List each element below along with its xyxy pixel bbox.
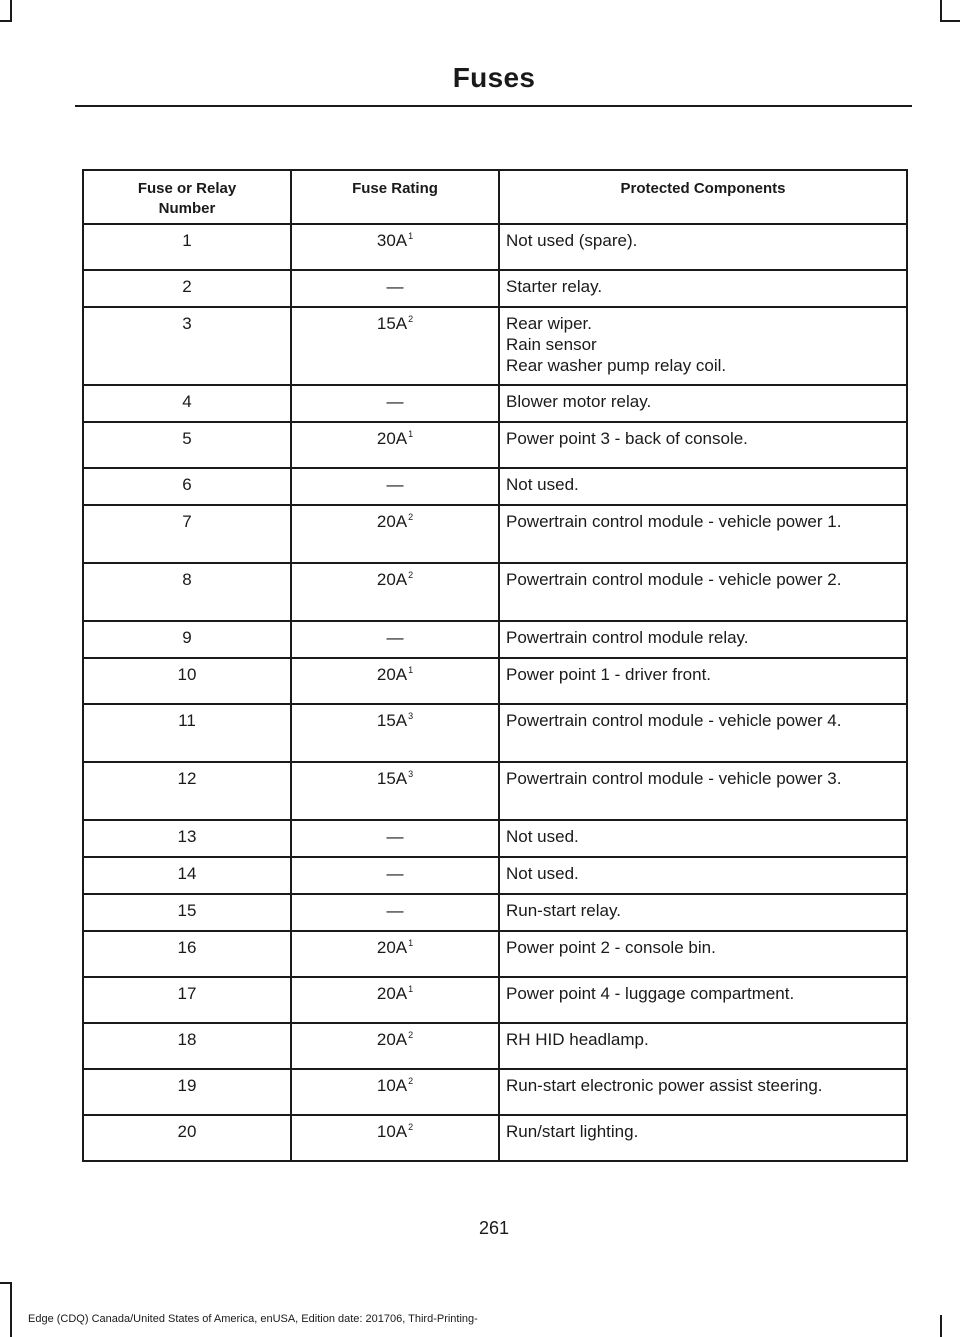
fuse-number: 20: [83, 1115, 291, 1161]
fuse-rating-value: 15A: [376, 314, 408, 333]
fuse-rating: [291, 224, 499, 270]
fuse-number: 7: [83, 505, 291, 563]
protected-components: [499, 505, 907, 563]
footnote-marker: 2: [408, 570, 414, 580]
protected-components: [499, 422, 907, 468]
crop-mark-top-left-h: [0, 20, 12, 22]
protected-components: [499, 468, 907, 505]
footnote-marker: 2: [408, 512, 414, 522]
fuse-rating-value: —: [386, 392, 404, 411]
fuse-rating-value: —: [386, 864, 404, 883]
fuse-rating-value: 20A: [376, 984, 408, 1003]
table-row: [83, 307, 907, 385]
fuse-number: 13: [83, 820, 291, 857]
component-line: Not used (spare).: [506, 231, 638, 250]
component-line: Run-start relay.: [506, 901, 621, 920]
component-line: Rain sensor: [506, 335, 597, 354]
crop-mark-top-right-h: [940, 20, 960, 22]
component-line: Run/start lighting.: [506, 1122, 639, 1141]
table-row: [83, 931, 907, 977]
fuse-number: 17: [83, 977, 291, 1023]
protected-components: [499, 563, 907, 621]
fuse-number: 8: [83, 563, 291, 621]
footnote-marker: 2: [408, 1076, 414, 1086]
table-row: [83, 820, 907, 857]
table-row: [83, 621, 907, 658]
table-row: [83, 1023, 907, 1069]
fuse-number: 4: [83, 385, 291, 422]
fuse-number: 10: [83, 658, 291, 704]
footnote-marker: 1: [408, 429, 414, 439]
protected-components: [499, 1023, 907, 1069]
protected-components: [499, 270, 907, 307]
footnote-marker: 3: [408, 769, 414, 779]
component-line: Rear wiper.: [506, 314, 592, 333]
fuse-rating-value: 20A: [376, 512, 408, 531]
component-line: Not used.: [506, 827, 579, 846]
fuse-rating: [291, 704, 499, 762]
fuse-rating: [291, 270, 499, 307]
fuse-rating-value: 15A: [376, 711, 408, 730]
footer-edition-text: Edge (CDQ) Canada/United States of America, enUSA, Edition date: 201706, Third-Printing-: [28, 1313, 478, 1325]
fuse-number: 12: [83, 762, 291, 820]
protected-components: [499, 1115, 907, 1161]
header-fuse-rating: Fuse Rating: [291, 170, 499, 224]
fuse-number: 6: [83, 468, 291, 505]
fuse-number: 11: [83, 704, 291, 762]
fuse-number: 18: [83, 1023, 291, 1069]
protected-components: [499, 704, 907, 762]
table-row: [83, 468, 907, 505]
component-line: RH HID headlamp.: [506, 1030, 649, 1049]
fuse-rating: [291, 1069, 499, 1115]
component-line: Not used.: [506, 475, 579, 494]
table-row: [83, 704, 907, 762]
table-row: [83, 505, 907, 563]
component-line: Blower motor relay.: [506, 392, 652, 411]
fuse-rating-value: 20A: [376, 1030, 408, 1049]
fuse-rating: [291, 505, 499, 563]
crop-mark-bottom-right: [940, 1315, 942, 1337]
component-line: Power point 1 - driver front.: [506, 665, 712, 684]
fuse-rating-value: —: [386, 901, 404, 920]
fuse-number: 9: [83, 621, 291, 658]
component-line: Not used.: [506, 864, 579, 883]
fuse-rating: [291, 894, 499, 931]
component-line: Powertrain control module - vehicle power 2.: [506, 570, 842, 589]
table-row: [83, 977, 907, 1023]
protected-components: [499, 224, 907, 270]
fuse-rating-value: —: [386, 277, 404, 296]
fuse-rating: [291, 857, 499, 894]
fuse-number: 14: [83, 857, 291, 894]
component-line: Power point 2 - console bin.: [506, 938, 716, 957]
fuse-rating-value: 20A: [376, 665, 408, 684]
fuse-rating-value: —: [386, 827, 404, 846]
component-line: Powertrain control module - vehicle power 1.: [506, 512, 842, 531]
crop-mark-bottom-left: [10, 1282, 12, 1337]
fuse-rating: [291, 658, 499, 704]
fuse-number: 19: [83, 1069, 291, 1115]
footnote-marker: 3: [408, 711, 414, 721]
fuse-rating: [291, 468, 499, 505]
protected-components: [499, 307, 907, 385]
table-row: [83, 422, 907, 468]
fuse-number: 3: [83, 307, 291, 385]
page-title: Fuses: [452, 62, 536, 93]
fuse-rating-value: 20A: [376, 570, 408, 589]
fuse-rating: [291, 931, 499, 977]
table-row: [83, 270, 907, 307]
fuse-rating: [291, 1023, 499, 1069]
fuse-rating: [291, 422, 499, 468]
title-rule: [75, 105, 912, 107]
fuse-rating: [291, 1115, 499, 1161]
fuse-rating: [291, 621, 499, 658]
footnote-marker: 1: [408, 938, 414, 948]
component-line: Power point 3 - back of console.: [506, 429, 748, 448]
fuse-rating: [291, 563, 499, 621]
fuse-table: [82, 169, 908, 1162]
protected-components: [499, 894, 907, 931]
fuse-rating: [291, 385, 499, 422]
fuse-number: 15: [83, 894, 291, 931]
table-row: [83, 857, 907, 894]
fuse-number: 2: [83, 270, 291, 307]
fuse-rating-value: 30A: [376, 231, 408, 250]
crop-mark-bottom-left-h: [0, 1282, 12, 1284]
table-row: [83, 658, 907, 704]
table-row: [83, 762, 907, 820]
fuse-number: 5: [83, 422, 291, 468]
footnote-marker: 2: [408, 314, 414, 324]
table-row: [83, 563, 907, 621]
footnote-marker: 1: [408, 231, 414, 241]
protected-components: [499, 931, 907, 977]
protected-components: [499, 621, 907, 658]
component-line: Powertrain control module relay.: [506, 628, 749, 647]
table-header-row: [83, 170, 907, 224]
fuse-rating: [291, 307, 499, 385]
fuse-table-body: [83, 224, 907, 1161]
table-row: [83, 224, 907, 270]
component-line: Power point 4 - luggage compartment.: [506, 984, 795, 1003]
table-row: [83, 894, 907, 931]
crop-mark-top-left: [10, 0, 12, 22]
fuse-rating-value: 15A: [376, 769, 408, 788]
protected-components: [499, 977, 907, 1023]
footnote-marker: 2: [408, 1030, 414, 1040]
footnote-marker: 1: [408, 665, 414, 675]
component-line: Starter relay.: [506, 277, 603, 296]
header-fuse-number: Fuse or Relay Number: [83, 170, 291, 224]
page-number: 261: [478, 1218, 510, 1238]
component-line: Run-start electronic power assist steering.: [506, 1076, 823, 1095]
fuse-number: 1: [83, 224, 291, 270]
protected-components: [499, 385, 907, 422]
footnote-marker: 2: [408, 1122, 414, 1132]
component-line: Powertrain control module - vehicle power 4.: [506, 711, 842, 730]
fuse-rating-value: 20A: [376, 938, 408, 957]
fuse-rating-value: —: [386, 628, 404, 647]
protected-components: [499, 820, 907, 857]
fuse-rating-value: 10A: [376, 1076, 408, 1095]
fuse-rating: [291, 762, 499, 820]
component-line: Rear washer pump relay coil.: [506, 356, 727, 375]
crop-mark-top-right: [940, 0, 942, 22]
protected-components: [499, 1069, 907, 1115]
fuse-rating-value: —: [386, 475, 404, 494]
fuse-rating: [291, 977, 499, 1023]
table-row: [83, 385, 907, 422]
fuse-rating: [291, 820, 499, 857]
protected-components: [499, 857, 907, 894]
protected-components: [499, 762, 907, 820]
table-row: [83, 1115, 907, 1161]
protected-components: [499, 658, 907, 704]
fuse-rating-value: 10A: [376, 1122, 408, 1141]
table-row: [83, 1069, 907, 1115]
fuse-rating-value: 20A: [376, 429, 408, 448]
header-protected-components: Protected Components: [499, 170, 907, 224]
fuse-number: 16: [83, 931, 291, 977]
component-line: Powertrain control module - vehicle power 3.: [506, 769, 842, 788]
footnote-marker: 1: [408, 984, 414, 994]
